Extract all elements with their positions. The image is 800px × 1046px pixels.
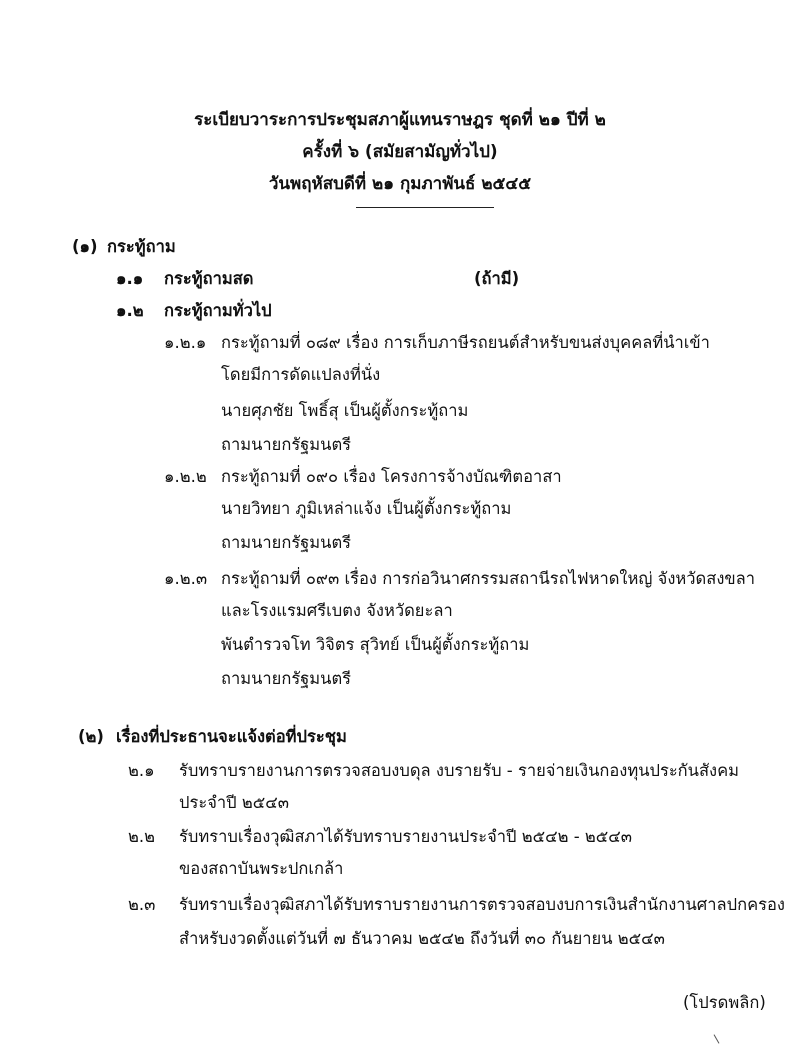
section-2-title: เรื่องที่ประธานจะแจ้งต่อที่ประชุม — [116, 727, 347, 746]
agenda-title: ระเบียบวาระการประชุมสภาผู้แทนราษฎร ชุดที่ ๒๑ ปีที่ ๒ — [194, 110, 606, 130]
turn-over-note: (โปรดพลิก) — [683, 993, 766, 1012]
question-1-2-3-number: ๑.๒.๓ — [164, 569, 208, 588]
session-number: ครั้งที่ ๖ (สมัยสามัญทั่วไป) — [302, 142, 498, 162]
question-1-2-1-detail: โดยมีการดัดแปลงที่นั่ง — [221, 365, 381, 384]
question-1-2-3-addressee: ถามนายกรัฐมนตรี — [221, 669, 352, 688]
item-2-3-number: ๒.๓ — [128, 895, 156, 914]
question-1-2-3-detail: และโรงแรมศรีเบตง จังหวัดยะลา — [221, 601, 453, 620]
question-1-2-3-subject: กระทู้ถามที่ ๐๙๓ เรื่อง การก่อวินาศกรรมสถานีรถไฟหาดใหญ่ จังหวัดสงขลา — [221, 569, 756, 588]
item-2-3-line2: สำหรับงวดตั้งแต่วันที่ ๗ ธันวาคม ๒๕๔๒ ถึงวันที่ ๓๐ กันยายน ๒๕๔๓ — [179, 929, 665, 948]
section-1-number: (๑) — [72, 237, 98, 256]
question-1-2-2-asker: นายวิทยา ภูมิเหล่าแจ้ง เป็นผู้ตั้งกระทู้ถาม — [221, 499, 512, 518]
question-1-2-1-subject: กระทู้ถามที่ ๐๘๙ เรื่อง การเก็บภาษีรถยนต์สำหรับขนส่งบุคคลที่นำเข้า — [221, 333, 710, 352]
item-2-2-line2: ของสถาบันพระปกเกล้า — [179, 859, 344, 878]
item-2-1-number: ๒.๑ — [128, 761, 155, 780]
item-2-1-line2: ประจำปี ๒๕๔๓ — [179, 793, 289, 812]
title-divider — [356, 207, 494, 208]
meeting-date: วันพฤหัสบดีที่ ๒๑ กุมภาพันธ์ ๒๕๔๕ — [268, 174, 532, 194]
item-1-2-number: ๑.๒ — [116, 301, 144, 320]
question-1-2-3-asker: พันตำรวจโท วิจิตร สุวิทย์ เป็นผู้ตั้งกระทู้ถาม — [221, 635, 530, 654]
item-1-1-note: (ถ้ามี) — [474, 269, 520, 288]
question-1-2-2-subject: กระทู้ถามที่ ๐๙๐ เรื่อง โครงการจ้างบัณฑิตอาสา — [221, 467, 562, 486]
item-1-1-title: กระทู้ถามสด — [164, 269, 254, 288]
question-1-2-2-addressee: ถามนายกรัฐมนตรี — [221, 533, 352, 552]
item-1-2-title: กระทู้ถามทั่วไป — [164, 301, 272, 320]
item-2-2-line1: รับทราบเรื่องวุฒิสภาได้รับทราบรายงานประจำปี ๒๕๔๒ - ๒๕๔๓ — [179, 827, 633, 846]
question-1-2-2-number: ๑.๒.๒ — [164, 467, 207, 486]
item-2-2-number: ๒.๒ — [128, 827, 155, 846]
section-1-title: กระทู้ถาม — [107, 237, 176, 256]
item-2-3-line1: รับทราบเรื่องวุฒิสภาได้รับทราบรายงานการตรวจสอบงบการเงินสำนักงานศาลปกครอง — [179, 895, 785, 914]
question-1-2-1-asker: นายศุภชัย โพธิ์สุ เป็นผู้ตั้งกระทู้ถาม — [221, 401, 469, 420]
section-2-number: (๒) — [78, 727, 104, 746]
question-1-2-1-number: ๑.๒.๑ — [164, 333, 207, 352]
question-1-2-1-addressee: ถามนายกรัฐมนตรี — [221, 435, 352, 454]
scan-mark — [714, 1034, 720, 1043]
item-2-1-line1: รับทราบรายงานการตรวจสอบงบดุล งบรายรับ - รายจ่ายเงินกองทุนประกันสังคม — [179, 761, 739, 780]
item-1-1-number: ๑.๑ — [116, 269, 144, 288]
